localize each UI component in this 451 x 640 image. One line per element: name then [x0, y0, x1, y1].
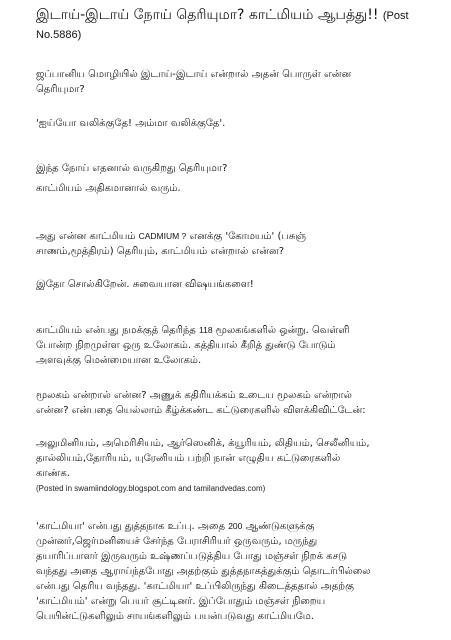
paragraph-7-line-3: அளவுக்கு மென்மையான உலோகம்.: [36, 355, 202, 366]
paragraph-3-line-1: இந்த நோய் எதனால் வருகிறது தெரியுமா?: [36, 163, 228, 174]
paragraph-2: [36, 116, 436, 131]
paragraph-1-line-1: ஜப்பானிய மொழியில் இடாய்-இடாய் என்றால் அதன் பொருள் என்ன: [36, 69, 352, 80]
paragraph-4: [36, 181, 436, 196]
paragraph-10-line-2: முன்னர்,ஜெர்மனியைச் சேர்ந்த பேராசிரியர் ஒருவரும், மருந்து: [36, 536, 318, 547]
paragraph-5-line-1: [36, 229, 436, 244]
paragraph-10: [36, 519, 436, 624]
paragraph-10-line-3: தயாரிப்பாளர் இருவரும் உஷ்ணப்படுத்திய போது மஞ்சள் நிறக் கசடு: [36, 551, 348, 562]
paragraph-1-line-2: தெரியுமா?: [36, 84, 85, 95]
title-main: இடாய்-இடாய் நோய் தெரியுமா? காட்மியம் ஆபத்து!!: [36, 7, 379, 23]
paragraph-7: [36, 323, 436, 368]
paragraph-10-line-4: வந்தது அதை ஆராய்ந்தபோது அதற்கும் துத்தநாகத்துக்கும் தொடர்பில்லை: [36, 566, 371, 577]
paragraph-9-line-3: காண்க.: [36, 468, 70, 479]
paragraph-3: [36, 161, 436, 176]
paragraph-5-line-2: சாணம்,மூத்திரம்) தெரியும், காட்மியம் என்றால் என்ன?: [36, 246, 284, 257]
paragraph-9-line-1: அலுமினியம், அமெரிசியம், ஆர்ஸெனிக், க்யூரியம், லிதியம், செலீனியம்,: [36, 438, 370, 449]
element-count: 118: [199, 325, 213, 335]
paragraph-5: [36, 229, 436, 259]
paragraph-10-line-5: என்பது தெரிய வந்தது. 'காட்மியா' உப்பிலிருந்து கிடைத்ததால் அதற்கு: [36, 581, 354, 592]
paragraph-7-line-1: [36, 323, 436, 338]
paragraph-10-line-7: பெயின்ட்டுகளிலும் சாயங்களிலும் பயன்படுவது காட்மியமே.: [36, 611, 314, 622]
years-number: 200: [228, 521, 243, 531]
paragraph-7-text-a: காட்மியம் என்பது நமக்குத் தெரிந்த: [36, 325, 196, 336]
paragraph-9-line-2: தால்லியம்,தோரியம், யுரேனியம் பற்றி நான் எழுதிய கட்டுரைகளில்: [36, 453, 341, 464]
paragraph-9: [36, 436, 436, 481]
paragraph-6-line-1: இதோ சொல்கிறேன். சுவையான விஷயங்களை!: [36, 279, 254, 290]
page-title: [36, 6, 446, 44]
paragraph-8: [36, 388, 436, 418]
paragraph-7-text-b: மூலகங்களில் ஒன்று. வெள்ளி: [215, 325, 350, 336]
paragraph-5-text-b: எனக்கு 'கோமயம்' (பசுஞ்: [189, 231, 307, 242]
posted-note: (Posted in swamiindology.blogspot.com and tamilandvedas.com): [36, 484, 266, 493]
paragraph-8-line-1: மூலகம் என்றால் என்ன? அணுக் கதிரியக்கம் உடைய மூலகம் என்றால்: [36, 390, 352, 401]
paragraph-4-line-1: காட்மியம் அதிகமானால் வரும்.: [36, 183, 181, 194]
post-number: (Post No.5886): [36, 10, 409, 41]
paragraph-8-line-2: என்ன? என்பதை யெல்லாம் கீழ்க்கண்ட கட்டுரைகளில் விளக்கிவிட்டேன்:: [36, 405, 366, 416]
paragraph-10-line-6: 'காட்மியம்' என்று பெயர் சூட்டினர். இப்போதும் மஞ்சள் நிறைய: [36, 596, 326, 607]
paragraph-10-text-a: 'காட்மியா' என்பது துத்தநாக உப்பு. அதை: [36, 521, 226, 532]
paragraph-10-line-1: [36, 519, 436, 534]
paragraph-10-text-b: ஆண்டுகளுக்கு: [245, 521, 315, 532]
paragraph-6: [36, 277, 436, 292]
paragraph-5-text-a: அது என்ன காட்மியம்: [36, 231, 136, 242]
cadmium-term: CADMIUM ?: [138, 231, 187, 241]
paragraph-7-line-2: போன்ற நிறமுள்ள ஒரு உலோகம். கத்தியால் கீறித் துண்டு போடும்: [36, 340, 336, 351]
paragraph-1: [36, 67, 436, 97]
paragraph-2-line-1: 'ஐய்யோ வலிக்குதே! அம்மா வலிக்குதே'.: [36, 118, 226, 129]
